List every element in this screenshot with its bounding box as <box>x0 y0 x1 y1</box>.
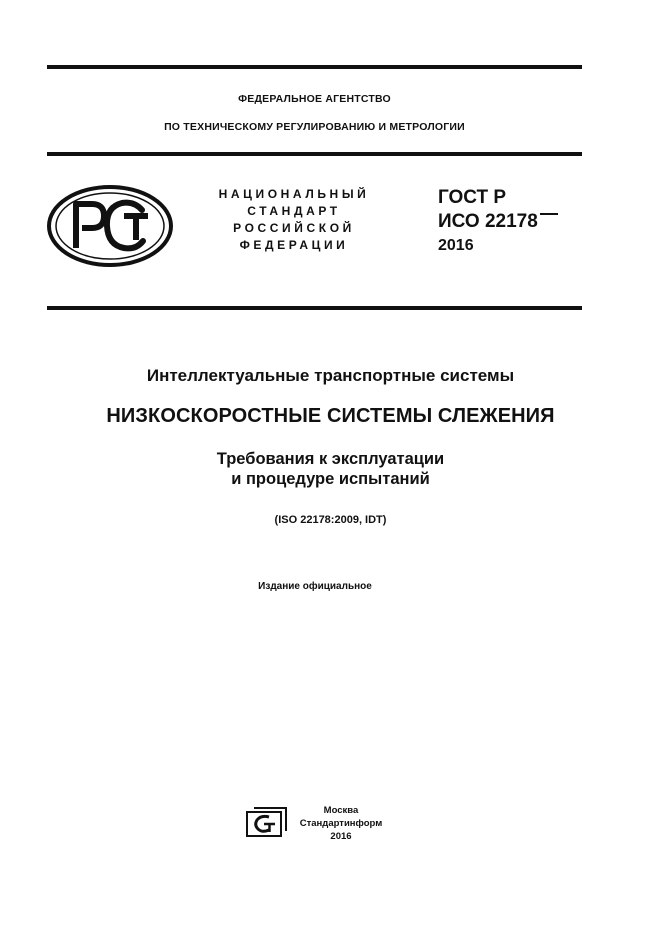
national-line-1: НАЦИОНАЛЬНЫЙ <box>218 187 370 201</box>
publisher-block <box>296 804 386 843</box>
publisher-year: 2016 <box>330 831 352 842</box>
publisher-city: Москва <box>323 805 359 816</box>
subtitle-line-1: Требования к эксплуатации <box>216 450 445 468</box>
subtitle-line-2: и процедуре испытаний <box>231 470 430 488</box>
main-title: НИЗКОСКОРОСТНЫЕ СИСТЕМЫ СЛЕЖЕНИЯ <box>106 405 555 427</box>
top-rule <box>47 65 582 69</box>
middle-rule <box>47 152 582 156</box>
publisher-name: Стандартинформ <box>299 818 383 829</box>
national-line-2: СТАНДАРТ <box>247 204 341 218</box>
iso-reference: (ISO 22178:2009, IDT) <box>274 514 387 526</box>
standard-designation <box>438 186 558 258</box>
national-standard-label <box>198 186 390 254</box>
edition-label: Издание официальное <box>258 581 372 592</box>
standartinform-logo-icon <box>246 805 288 837</box>
national-line-3: РОССИЙСКОЙ <box>233 221 355 235</box>
national-line-4: ФЕДЕРАЦИИ <box>239 238 349 252</box>
designation-line-1: ГОСТ Р <box>438 187 507 208</box>
designation-dash <box>540 213 558 215</box>
rst-mark-icon <box>46 184 174 268</box>
agency-line-1: ФЕДЕРАЛЬНОЕ АГЕНТСТВО <box>238 93 391 105</box>
designation-line-2: ИСО 22178 <box>438 211 538 232</box>
subtitle <box>0 449 661 489</box>
agency-line-2: ПО ТЕХНИЧЕСКОМУ РЕГУЛИРОВАНИЮ И МЕТРОЛОГИИ <box>164 121 465 133</box>
subject-title: Интеллектуальные транспортные системы <box>146 366 515 385</box>
designation-year: 2016 <box>438 237 474 254</box>
bottom-rule <box>47 306 582 310</box>
